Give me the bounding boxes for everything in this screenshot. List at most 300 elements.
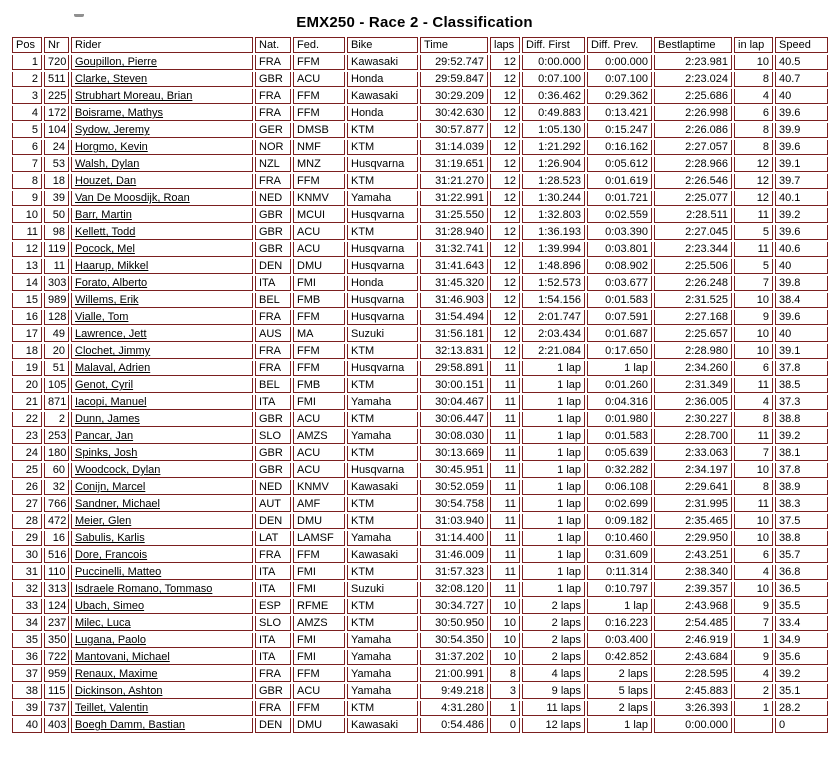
rider-link[interactable]: Houzet, Dan <box>75 175 137 187</box>
cell-fed: DMU <box>293 718 345 733</box>
cell-in_lap: 9 <box>734 599 773 614</box>
cell-diff_prev: 0:03.801 <box>587 242 652 257</box>
cell-diff_first: 1:21.292 <box>522 140 585 155</box>
table-row <box>12 514 828 529</box>
cell-nat: BEL <box>255 378 291 393</box>
cell-rider <box>71 531 253 546</box>
cell-time: 29:59.847 <box>420 72 488 87</box>
rider-link[interactable]: Clarke, Steven <box>75 73 148 85</box>
cell-rider <box>71 310 253 325</box>
cell-diff_prev: 0:17.650 <box>587 344 652 359</box>
rider-link[interactable]: Forato, Alberto <box>75 277 148 289</box>
cell-nr: 766 <box>44 497 69 512</box>
cell-speed: 40.1 <box>775 191 828 206</box>
cell-nat: NOR <box>255 140 291 155</box>
cell-rider <box>71 140 253 155</box>
rider-link[interactable]: Boegh Damm, Bastian <box>75 719 186 731</box>
cell-nr: 989 <box>44 293 69 308</box>
cell-pos: 34 <box>12 616 42 631</box>
cell-bestlaptime: 2:54.485 <box>654 616 732 631</box>
cell-in_lap: 10 <box>734 327 773 342</box>
cell-pos: 9 <box>12 191 42 206</box>
cell-pos: 21 <box>12 395 42 410</box>
cell-pos: 3 <box>12 89 42 104</box>
cell-nr: 110 <box>44 565 69 580</box>
cell-nat: FRA <box>255 548 291 563</box>
cell-speed: 38.1 <box>775 446 828 461</box>
cell-bestlaptime: 2:31.995 <box>654 497 732 512</box>
cell-time: 31:03.940 <box>420 514 488 529</box>
cell-laps: 12 <box>490 157 520 172</box>
cell-nat: ITA <box>255 650 291 665</box>
rider-link[interactable]: Walsh, Dylan <box>75 158 140 170</box>
cell-laps: 11 <box>490 361 520 376</box>
cell-pos: 5 <box>12 123 42 138</box>
cell-in_lap: 5 <box>734 225 773 240</box>
cell-in_lap: 6 <box>734 361 773 376</box>
cell-nr: 172 <box>44 106 69 121</box>
cell-bike: KTM <box>347 616 418 631</box>
cell-nat: ESP <box>255 599 291 614</box>
cell-bestlaptime: 3:26.393 <box>654 701 732 716</box>
cell-diff_first: 1 lap <box>522 531 585 546</box>
cell-fed: ACU <box>293 225 345 240</box>
cell-time: 32:13.831 <box>420 344 488 359</box>
cell-in_lap: 9 <box>734 310 773 325</box>
cell-speed: 39.6 <box>775 225 828 240</box>
cell-nat: GER <box>255 123 291 138</box>
rider-link[interactable]: Milec, Luca <box>75 617 131 629</box>
cell-nat: NED <box>255 191 291 206</box>
cell-diff_first: 1:48.896 <box>522 259 585 274</box>
cell-in_lap: 11 <box>734 378 773 393</box>
rider-link[interactable]: Sabulis, Karlis <box>75 532 145 544</box>
cell-in_lap: 5 <box>734 259 773 274</box>
cell-diff_first: 1:26.904 <box>522 157 585 172</box>
cell-diff_prev: 0:10.460 <box>587 531 652 546</box>
cell-fed: ACU <box>293 463 345 478</box>
rider-link[interactable]: Sandner, Michael <box>75 498 160 510</box>
cell-nat: FRA <box>255 55 291 70</box>
rider-link[interactable]: Renaux, Maxime <box>75 668 158 680</box>
cell-bike: KTM <box>347 701 418 716</box>
cell-speed: 38.5 <box>775 378 828 393</box>
cell-laps: 12 <box>490 293 520 308</box>
cell-diff_first: 2 laps <box>522 599 585 614</box>
cell-bike: Yamaha <box>347 684 418 699</box>
col-header-diff_prev: Diff. Prev. <box>587 37 652 53</box>
cell-fed: ACU <box>293 72 345 87</box>
cell-in_lap: 4 <box>734 667 773 682</box>
table-row <box>12 650 828 665</box>
cell-bestlaptime: 2:28.595 <box>654 667 732 682</box>
cell-diff_prev: 0:31.609 <box>587 548 652 563</box>
rider-link[interactable]: Clochet, Jimmy <box>75 345 151 357</box>
cell-in_lap: 2 <box>734 684 773 699</box>
cell-nr: 180 <box>44 446 69 461</box>
table-row <box>12 191 828 206</box>
cell-pos: 10 <box>12 208 42 223</box>
rider-link[interactable]: Genot, Cyril <box>75 379 134 391</box>
cell-nat: ITA <box>255 395 291 410</box>
cell-pos: 14 <box>12 276 42 291</box>
rider-link[interactable]: Strubhart Moreau, Brian <box>75 90 193 102</box>
rider-link[interactable]: Haarup, Mikkel <box>75 260 149 272</box>
cell-bike: KTM <box>347 174 418 189</box>
cell-bestlaptime: 2:38.340 <box>654 565 732 580</box>
cell-pos: 25 <box>12 463 42 478</box>
table-row <box>12 293 828 308</box>
cell-time: 30:50.950 <box>420 616 488 631</box>
cell-bike: KTM <box>347 446 418 461</box>
rider-link[interactable]: Pancar, Jan <box>75 430 134 442</box>
cell-bestlaptime: 2:43.684 <box>654 650 732 665</box>
cell-bestlaptime: 2:27.045 <box>654 225 732 240</box>
cell-speed: 40.6 <box>775 242 828 257</box>
cell-laps: 11 <box>490 395 520 410</box>
cell-nat: DEN <box>255 718 291 733</box>
cell-fed: ACU <box>293 684 345 699</box>
table-row <box>12 667 828 682</box>
cell-bestlaptime: 2:43.968 <box>654 599 732 614</box>
rider-link[interactable]: Teillet, Valentin <box>75 702 149 714</box>
cell-rider <box>71 327 253 342</box>
cell-in_lap: 7 <box>734 446 773 461</box>
cell-diff_prev: 0:01.583 <box>587 293 652 308</box>
cell-laps: 11 <box>490 565 520 580</box>
cell-time: 31:46.009 <box>420 548 488 563</box>
cell-bike: Kawasaki <box>347 55 418 70</box>
cell-rider <box>71 616 253 631</box>
cell-bestlaptime: 2:25.657 <box>654 327 732 342</box>
cell-diff_first: 1:32.803 <box>522 208 585 223</box>
cell-fed: NMF <box>293 140 345 155</box>
cell-nat: GBR <box>255 242 291 257</box>
cell-nat: NZL <box>255 157 291 172</box>
table-row <box>12 123 828 138</box>
cell-in_lap: 12 <box>734 174 773 189</box>
cell-rider <box>71 89 253 104</box>
cell-diff_prev: 2 laps <box>587 701 652 716</box>
table-row <box>12 616 828 631</box>
cell-rider <box>71 650 253 665</box>
cell-speed: 35.6 <box>775 650 828 665</box>
cell-pos: 23 <box>12 429 42 444</box>
rider-link[interactable]: Malaval, Adrien <box>75 362 151 374</box>
rider-link[interactable]: Lugana, Paolo <box>75 634 146 646</box>
cell-diff_prev: 0:01.721 <box>587 191 652 206</box>
cell-pos: 7 <box>12 157 42 172</box>
cell-speed: 36.8 <box>775 565 828 580</box>
rider-link[interactable]: Goupillon, Pierre <box>75 56 157 68</box>
cell-diff_first: 0:36.462 <box>522 89 585 104</box>
cell-diff_prev: 0:01.687 <box>587 327 652 342</box>
cell-laps: 12 <box>490 72 520 87</box>
table-row <box>12 310 828 325</box>
cell-nat: ITA <box>255 633 291 648</box>
cell-diff_prev: 0:07.591 <box>587 310 652 325</box>
rider-link[interactable]: Puccinelli, Matteo <box>75 566 162 578</box>
rider-link[interactable]: Vialle, Tom <box>75 311 129 323</box>
cell-diff_prev: 2 laps <box>587 667 652 682</box>
cell-nr: 32 <box>44 480 69 495</box>
cell-nat: GBR <box>255 225 291 240</box>
cell-laps: 12 <box>490 140 520 155</box>
rider-link[interactable]: Kellett, Todd <box>75 226 136 238</box>
cell-laps: 11 <box>490 497 520 512</box>
cell-time: 31:46.903 <box>420 293 488 308</box>
cell-laps: 12 <box>490 310 520 325</box>
cell-speed: 39.7 <box>775 174 828 189</box>
cell-diff_first: 1 lap <box>522 395 585 410</box>
rider-link[interactable]: Willems, Erik <box>75 294 139 306</box>
cell-bestlaptime: 2:28.511 <box>654 208 732 223</box>
rider-link[interactable]: Dunn, James <box>75 413 140 425</box>
cell-time: 31:32.741 <box>420 242 488 257</box>
rider-link[interactable]: Conijn, Marcel <box>75 481 146 493</box>
rider-link[interactable]: Boisrame, Mathys <box>75 107 164 119</box>
rider-link[interactable]: Horgmo, Kevin <box>75 141 148 153</box>
cell-laps: 12 <box>490 327 520 342</box>
table-header <box>12 37 828 53</box>
cell-diff_prev: 0:03.400 <box>587 633 652 648</box>
cell-nat: SLO <box>255 429 291 444</box>
cell-nat: FRA <box>255 89 291 104</box>
cell-rider <box>71 55 253 70</box>
cell-nr: 60 <box>44 463 69 478</box>
cell-laps: 0 <box>490 718 520 733</box>
cell-speed: 37.8 <box>775 463 828 478</box>
cell-diff_first: 2:01.747 <box>522 310 585 325</box>
cell-time: 30:06.447 <box>420 412 488 427</box>
cell-rider <box>71 157 253 172</box>
cell-nr: 237 <box>44 616 69 631</box>
cell-speed: 40.5 <box>775 55 828 70</box>
cell-fed: FFM <box>293 310 345 325</box>
cell-nr: 303 <box>44 276 69 291</box>
cell-time: 31:14.400 <box>420 531 488 546</box>
table-row <box>12 106 828 121</box>
rider-link[interactable]: Van De Moosdijk, Roan <box>75 192 190 204</box>
col-header-rider: Rider <box>71 37 253 53</box>
rider-link[interactable]: Barr, Martin <box>75 209 132 221</box>
cell-nr: 98 <box>44 225 69 240</box>
cell-bestlaptime: 2:31.349 <box>654 378 732 393</box>
cell-rider <box>71 293 253 308</box>
cell-bestlaptime: 2:27.168 <box>654 310 732 325</box>
cell-laps: 12 <box>490 191 520 206</box>
table-row <box>12 89 828 104</box>
cell-laps: 11 <box>490 514 520 529</box>
cell-bike: KTM <box>347 412 418 427</box>
cell-laps: 11 <box>490 429 520 444</box>
cell-fed: AMF <box>293 497 345 512</box>
cell-pos: 4 <box>12 106 42 121</box>
cell-fed: FMI <box>293 633 345 648</box>
rider-link[interactable]: Sydow, Jeremy <box>75 124 150 136</box>
cell-rider <box>71 599 253 614</box>
table-row <box>12 242 828 257</box>
cell-nat: AUT <box>255 497 291 512</box>
cell-diff_prev: 1 lap <box>587 361 652 376</box>
cell-bike: KTM <box>347 344 418 359</box>
cell-bike: KTM <box>347 565 418 580</box>
cell-in_lap: 10 <box>734 293 773 308</box>
cell-bike: KTM <box>347 378 418 393</box>
rider-link[interactable]: Spinks, Josh <box>75 447 138 459</box>
table-row <box>12 565 828 580</box>
cell-bike: KTM <box>347 497 418 512</box>
col-header-nat: Nat. <box>255 37 291 53</box>
cell-nat: GBR <box>255 463 291 478</box>
cell-speed: 39.2 <box>775 429 828 444</box>
cell-diff_prev: 0:02.699 <box>587 497 652 512</box>
cell-diff_prev: 0:01.980 <box>587 412 652 427</box>
table-body <box>12 55 828 733</box>
cell-in_lap: 4 <box>734 89 773 104</box>
cell-time: 30:34.727 <box>420 599 488 614</box>
cell-in_lap: 1 <box>734 701 773 716</box>
cell-diff_prev: 0:01.260 <box>587 378 652 393</box>
cell-diff_first: 0:00.000 <box>522 55 585 70</box>
cell-in_lap: 8 <box>734 412 773 427</box>
cell-laps: 11 <box>490 531 520 546</box>
cell-speed: 35.1 <box>775 684 828 699</box>
cell-speed: 40 <box>775 259 828 274</box>
cell-time: 29:52.747 <box>420 55 488 70</box>
cell-pos: 30 <box>12 548 42 563</box>
rider-link[interactable]: Dickinson, Ashton <box>75 685 163 697</box>
cell-in_lap: 8 <box>734 72 773 87</box>
cell-in_lap: 4 <box>734 565 773 580</box>
cell-rider <box>71 72 253 87</box>
cell-nr: 105 <box>44 378 69 393</box>
cell-nat: GBR <box>255 684 291 699</box>
cell-diff_prev: 0:13.421 <box>587 106 652 121</box>
cell-rider <box>71 565 253 580</box>
cell-speed: 38.8 <box>775 531 828 546</box>
cell-diff_first: 1 lap <box>522 412 585 427</box>
cell-rider <box>71 480 253 495</box>
cell-rider <box>71 259 253 274</box>
cell-laps: 10 <box>490 616 520 631</box>
cell-nat: FRA <box>255 701 291 716</box>
cell-speed: 38.8 <box>775 412 828 427</box>
cell-nr: 53 <box>44 157 69 172</box>
cropped-text-artifact <box>74 14 84 17</box>
cell-in_lap: 11 <box>734 208 773 223</box>
cell-diff_prev: 0:08.902 <box>587 259 652 274</box>
cell-rider <box>71 174 253 189</box>
cell-bestlaptime: 2:28.700 <box>654 429 732 444</box>
cell-nr: 51 <box>44 361 69 376</box>
table-row <box>12 582 828 597</box>
cell-diff_first: 1 lap <box>522 361 585 376</box>
cell-pos: 6 <box>12 140 42 155</box>
rider-link[interactable]: Woodcock, Dylan <box>75 464 161 476</box>
cell-time: 30:13.669 <box>420 446 488 461</box>
cell-pos: 38 <box>12 684 42 699</box>
cell-speed: 38.9 <box>775 480 828 495</box>
cell-bestlaptime: 2:25.077 <box>654 191 732 206</box>
cell-rider <box>71 633 253 648</box>
cell-diff_first: 4 laps <box>522 667 585 682</box>
table-row <box>12 531 828 546</box>
cell-diff_prev: 0:29.362 <box>587 89 652 104</box>
cell-diff_prev: 0:10.797 <box>587 582 652 597</box>
table-row <box>12 157 828 172</box>
cell-nat: GBR <box>255 412 291 427</box>
cell-fed: FFM <box>293 55 345 70</box>
cell-nat: FRA <box>255 344 291 359</box>
rider-link[interactable]: Isdraele Romano, Tommaso <box>75 583 213 595</box>
cell-diff_first: 12 laps <box>522 718 585 733</box>
cell-fed: FFM <box>293 106 345 121</box>
cell-speed: 28.2 <box>775 701 828 716</box>
cell-bestlaptime: 2:34.260 <box>654 361 732 376</box>
cell-diff_prev: 1 lap <box>587 718 652 733</box>
cell-diff_first: 1:39.994 <box>522 242 585 257</box>
cell-diff_prev: 0:00.000 <box>587 55 652 70</box>
cell-laps: 12 <box>490 55 520 70</box>
rider-link[interactable]: Ubach, Simeo <box>75 600 145 612</box>
col-header-nr: Nr <box>44 37 69 53</box>
cell-nr: 511 <box>44 72 69 87</box>
cell-diff_prev: 0:11.314 <box>587 565 652 580</box>
cell-bike: Husqvarna <box>347 259 418 274</box>
cell-nr: 11 <box>44 259 69 274</box>
cell-speed: 37.5 <box>775 514 828 529</box>
cell-in_lap: 1 <box>734 633 773 648</box>
cell-bestlaptime: 2:25.686 <box>654 89 732 104</box>
cell-nat: BEL <box>255 293 291 308</box>
cell-rider <box>71 191 253 206</box>
cell-nr: 225 <box>44 89 69 104</box>
rider-link[interactable]: Meier, Glen <box>75 515 132 527</box>
cell-diff_first: 1 lap <box>522 582 585 597</box>
cell-diff_prev: 0:03.677 <box>587 276 652 291</box>
cell-pos: 24 <box>12 446 42 461</box>
cell-in_lap: 12 <box>734 191 773 206</box>
cell-bike: KTM <box>347 225 418 240</box>
cell-in_lap: 10 <box>734 55 773 70</box>
cell-bike: Kawasaki <box>347 548 418 563</box>
rider-link[interactable]: Iacopi, Manuel <box>75 396 147 408</box>
cell-fed: MNZ <box>293 157 345 172</box>
cell-fed: FMI <box>293 276 345 291</box>
rider-link[interactable]: Mantovani, Michael <box>75 651 170 663</box>
cell-rider <box>71 123 253 138</box>
rider-link[interactable]: Pocock, Mel <box>75 243 135 255</box>
cell-speed: 38.3 <box>775 497 828 512</box>
table-row <box>12 684 828 699</box>
cell-pos: 35 <box>12 633 42 648</box>
cell-diff_first: 2 laps <box>522 633 585 648</box>
table-row <box>12 174 828 189</box>
cell-diff_first: 2 laps <box>522 616 585 631</box>
cell-diff_first: 2:21.084 <box>522 344 585 359</box>
cell-speed: 34.9 <box>775 633 828 648</box>
cell-pos: 11 <box>12 225 42 240</box>
rider-link[interactable]: Lawrence, Jett <box>75 328 147 340</box>
table-row <box>12 446 828 461</box>
cell-rider <box>71 361 253 376</box>
cell-fed: DMSB <box>293 123 345 138</box>
cell-time: 30:54.758 <box>420 497 488 512</box>
rider-link[interactable]: Dore, Francois <box>75 549 148 561</box>
cell-fed: FMI <box>293 650 345 665</box>
cell-nr: 2 <box>44 412 69 427</box>
